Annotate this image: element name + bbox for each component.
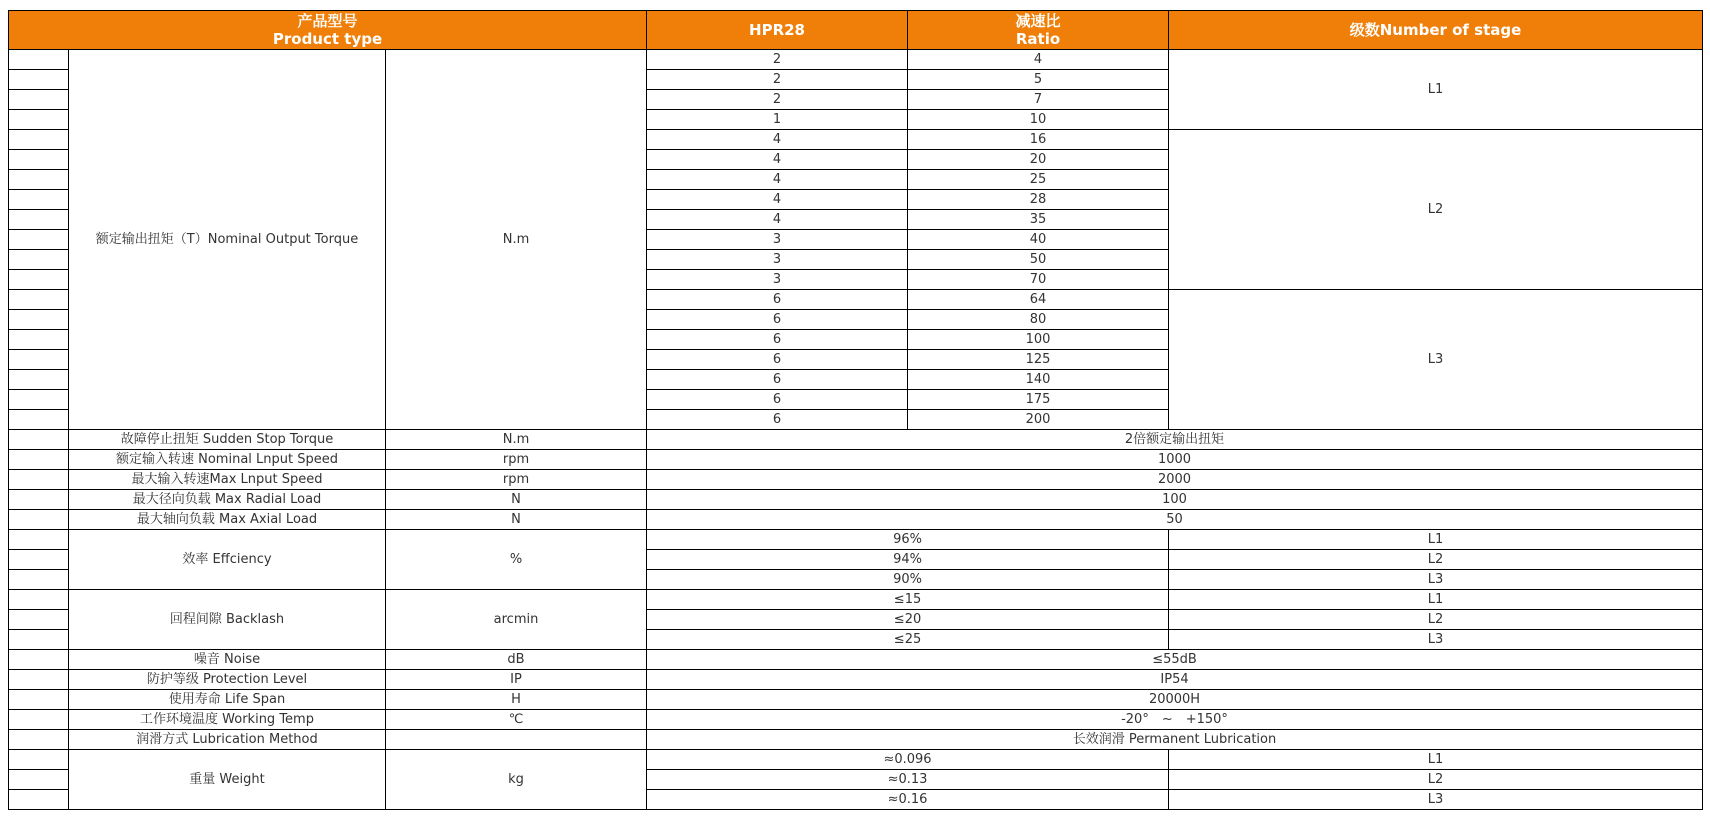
torque-value: 2 (647, 90, 908, 110)
table-row (9, 710, 1703, 730)
blank-cell (9, 190, 69, 210)
ratio-header (908, 11, 1169, 50)
blank-cell (9, 210, 69, 230)
param-unit: dB (386, 650, 647, 670)
blank-cell (9, 630, 69, 650)
table-row (9, 730, 1703, 750)
param-unit: ℃ (386, 710, 647, 730)
param-value: 2倍额定输出扭矩 (647, 430, 1703, 450)
blank-cell (9, 590, 69, 610)
stage-cell: L1 (1169, 50, 1703, 130)
efficiency-value: 96% (647, 530, 1169, 550)
torque-ratio: 20 (908, 150, 1169, 170)
backlash-label: 回程间隙 Backlash (69, 590, 386, 650)
torque-ratio: 40 (908, 230, 1169, 250)
blank-cell (9, 50, 69, 70)
stage-cell: L3 (1169, 570, 1703, 590)
torque-value: 6 (647, 290, 908, 310)
param-value: 20000H (647, 690, 1703, 710)
weight-value: ≈0.13 (647, 770, 1169, 790)
param-unit: rpm (386, 450, 647, 470)
blank-cell (9, 690, 69, 710)
blank-cell (9, 90, 69, 110)
blank-cell (9, 530, 69, 550)
stage-cell: L1 (1169, 750, 1703, 770)
stage-cell: L3 (1169, 790, 1703, 810)
ratio-cn: 减速比 (1015, 12, 1061, 30)
blank-cell (9, 570, 69, 590)
torque-value: 6 (647, 390, 908, 410)
param-label: 防护等级 Protection Level (69, 670, 386, 690)
param-label: 最大轴向负载 Max Axial Load (69, 510, 386, 530)
product-type-cn: 产品型号 (297, 12, 358, 30)
blank-cell (9, 130, 69, 150)
stage-cell: L2 (1169, 770, 1703, 790)
blank-cell (9, 430, 69, 450)
torque-ratio: 25 (908, 170, 1169, 190)
model-header: HPR28 (647, 11, 908, 50)
torque-value: 4 (647, 150, 908, 170)
param-unit: N.m (386, 430, 647, 450)
torque-ratio: 16 (908, 130, 1169, 150)
blank-cell (9, 110, 69, 130)
table-row (9, 490, 1703, 510)
param-value: IP54 (647, 670, 1703, 690)
torque-value: 6 (647, 410, 908, 430)
weight-value: ≈0.16 (647, 790, 1169, 810)
weight-label: 重量 Weight (69, 750, 386, 810)
blank-cell (9, 390, 69, 410)
torque-ratio: 7 (908, 90, 1169, 110)
blank-cell (9, 730, 69, 750)
efficiency-value: 94% (647, 550, 1169, 570)
param-label: 最大输入转速Max Lnput Speed (69, 470, 386, 490)
blank-cell (9, 550, 69, 570)
blank-cell (9, 70, 69, 90)
torque-ratio: 80 (908, 310, 1169, 330)
stage-cell: L1 (1169, 530, 1703, 550)
torque-value: 4 (647, 170, 908, 190)
torque-value: 4 (647, 210, 908, 230)
param-label: 使用寿命 Life Span (69, 690, 386, 710)
torque-value: 6 (647, 310, 908, 330)
torque-value: 6 (647, 350, 908, 370)
param-unit: IP (386, 670, 647, 690)
param-label: 最大径向负载 Max Radial Load (69, 490, 386, 510)
torque-value: 3 (647, 230, 908, 250)
blank-cell (9, 470, 69, 490)
blank-cell (9, 250, 69, 270)
blank-cell (9, 450, 69, 470)
torque-ratio: 35 (908, 210, 1169, 230)
efficiency-value: 90% (647, 570, 1169, 590)
torque-ratio: 175 (908, 390, 1169, 410)
param-label: 故障停止扭矩 Sudden Stop Torque (69, 430, 386, 450)
stage-cell: L3 (1169, 630, 1703, 650)
blank-cell (9, 750, 69, 770)
blank-cell (9, 790, 69, 810)
param-label: 工作环境温度 Working Temp (69, 710, 386, 730)
param-value: ≤55dB (647, 650, 1703, 670)
torque-ratio: 50 (908, 250, 1169, 270)
table-row (9, 590, 1703, 610)
blank-cell (9, 310, 69, 330)
torque-value: 4 (647, 190, 908, 210)
blank-cell (9, 230, 69, 250)
torque-ratio: 10 (908, 110, 1169, 130)
torque-value: 4 (647, 130, 908, 150)
product-type-header (9, 11, 647, 50)
blank-cell (9, 610, 69, 630)
torque-label: 额定输出扭矩（T）Nominal Output Torque (69, 50, 386, 430)
table-row (9, 470, 1703, 490)
blank-cell (9, 650, 69, 670)
table-row (9, 650, 1703, 670)
param-value: -20° ~ +150° (647, 710, 1703, 730)
torque-value: 3 (647, 250, 908, 270)
param-value: 1000 (647, 450, 1703, 470)
param-unit: H (386, 690, 647, 710)
table-row (9, 430, 1703, 450)
table-row (9, 510, 1703, 530)
product-type-en: Product type (272, 30, 383, 48)
torque-ratio: 100 (908, 330, 1169, 350)
stage-cell: L3 (1169, 290, 1703, 430)
weight-value: ≈0.096 (647, 750, 1169, 770)
torque-unit: N.m (386, 50, 647, 430)
table-row (9, 450, 1703, 470)
torque-ratio: 4 (908, 50, 1169, 70)
torque-value: 6 (647, 370, 908, 390)
blank-cell (9, 490, 69, 510)
blank-cell (9, 510, 69, 530)
blank-cell (9, 270, 69, 290)
backlash-unit: arcmin (386, 590, 647, 650)
blank-cell (9, 170, 69, 190)
torque-value: 1 (647, 110, 908, 130)
param-value: 长效润滑 Permanent Lubrication (647, 730, 1703, 750)
stage-cell: L1 (1169, 590, 1703, 610)
param-label: 噪音 Noise (69, 650, 386, 670)
efficiency-label: 效率 Effciency (69, 530, 386, 590)
blank-cell (9, 150, 69, 170)
param-label: 额定输入转速 Nominal Lnput Speed (69, 450, 386, 470)
blank-cell (9, 350, 69, 370)
backlash-value: ≤25 (647, 630, 1169, 650)
blank-cell (9, 370, 69, 390)
table-row (9, 750, 1703, 770)
param-label: 润滑方式 Lubrication Method (69, 730, 386, 750)
torque-value: 2 (647, 70, 908, 90)
torque-ratio: 28 (908, 190, 1169, 210)
blank-cell (9, 670, 69, 690)
stage-cell: L2 (1169, 550, 1703, 570)
torque-ratio: 200 (908, 410, 1169, 430)
torque-ratio: 5 (908, 70, 1169, 90)
blank-cell (9, 290, 69, 310)
param-unit: rpm (386, 470, 647, 490)
torque-ratio: 140 (908, 370, 1169, 390)
table-row (9, 530, 1703, 550)
stage-header: 级数Number of stage (1169, 11, 1703, 50)
table-row (9, 50, 1703, 70)
blank-cell (9, 410, 69, 430)
param-value: 100 (647, 490, 1703, 510)
blank-cell (9, 330, 69, 350)
param-unit: N (386, 510, 647, 530)
torque-ratio: 64 (908, 290, 1169, 310)
weight-unit: kg (386, 750, 647, 810)
header-row (9, 11, 1703, 50)
blank-cell (9, 770, 69, 790)
stage-cell: L2 (1169, 610, 1703, 630)
table-row (9, 690, 1703, 710)
stage-cell: L2 (1169, 130, 1703, 290)
torque-value: 6 (647, 330, 908, 350)
torque-ratio: 125 (908, 350, 1169, 370)
param-value: 2000 (647, 470, 1703, 490)
param-unit: N (386, 490, 647, 510)
efficiency-unit: % (386, 530, 647, 590)
spec-table (8, 10, 1703, 810)
blank-cell (9, 710, 69, 730)
torque-value: 2 (647, 50, 908, 70)
torque-ratio: 70 (908, 270, 1169, 290)
table-row (9, 670, 1703, 690)
param-value: 50 (647, 510, 1703, 530)
ratio-en: Ratio (1015, 30, 1061, 48)
torque-value: 3 (647, 270, 908, 290)
param-unit (386, 730, 647, 750)
backlash-value: ≤20 (647, 610, 1169, 630)
backlash-value: ≤15 (647, 590, 1169, 610)
